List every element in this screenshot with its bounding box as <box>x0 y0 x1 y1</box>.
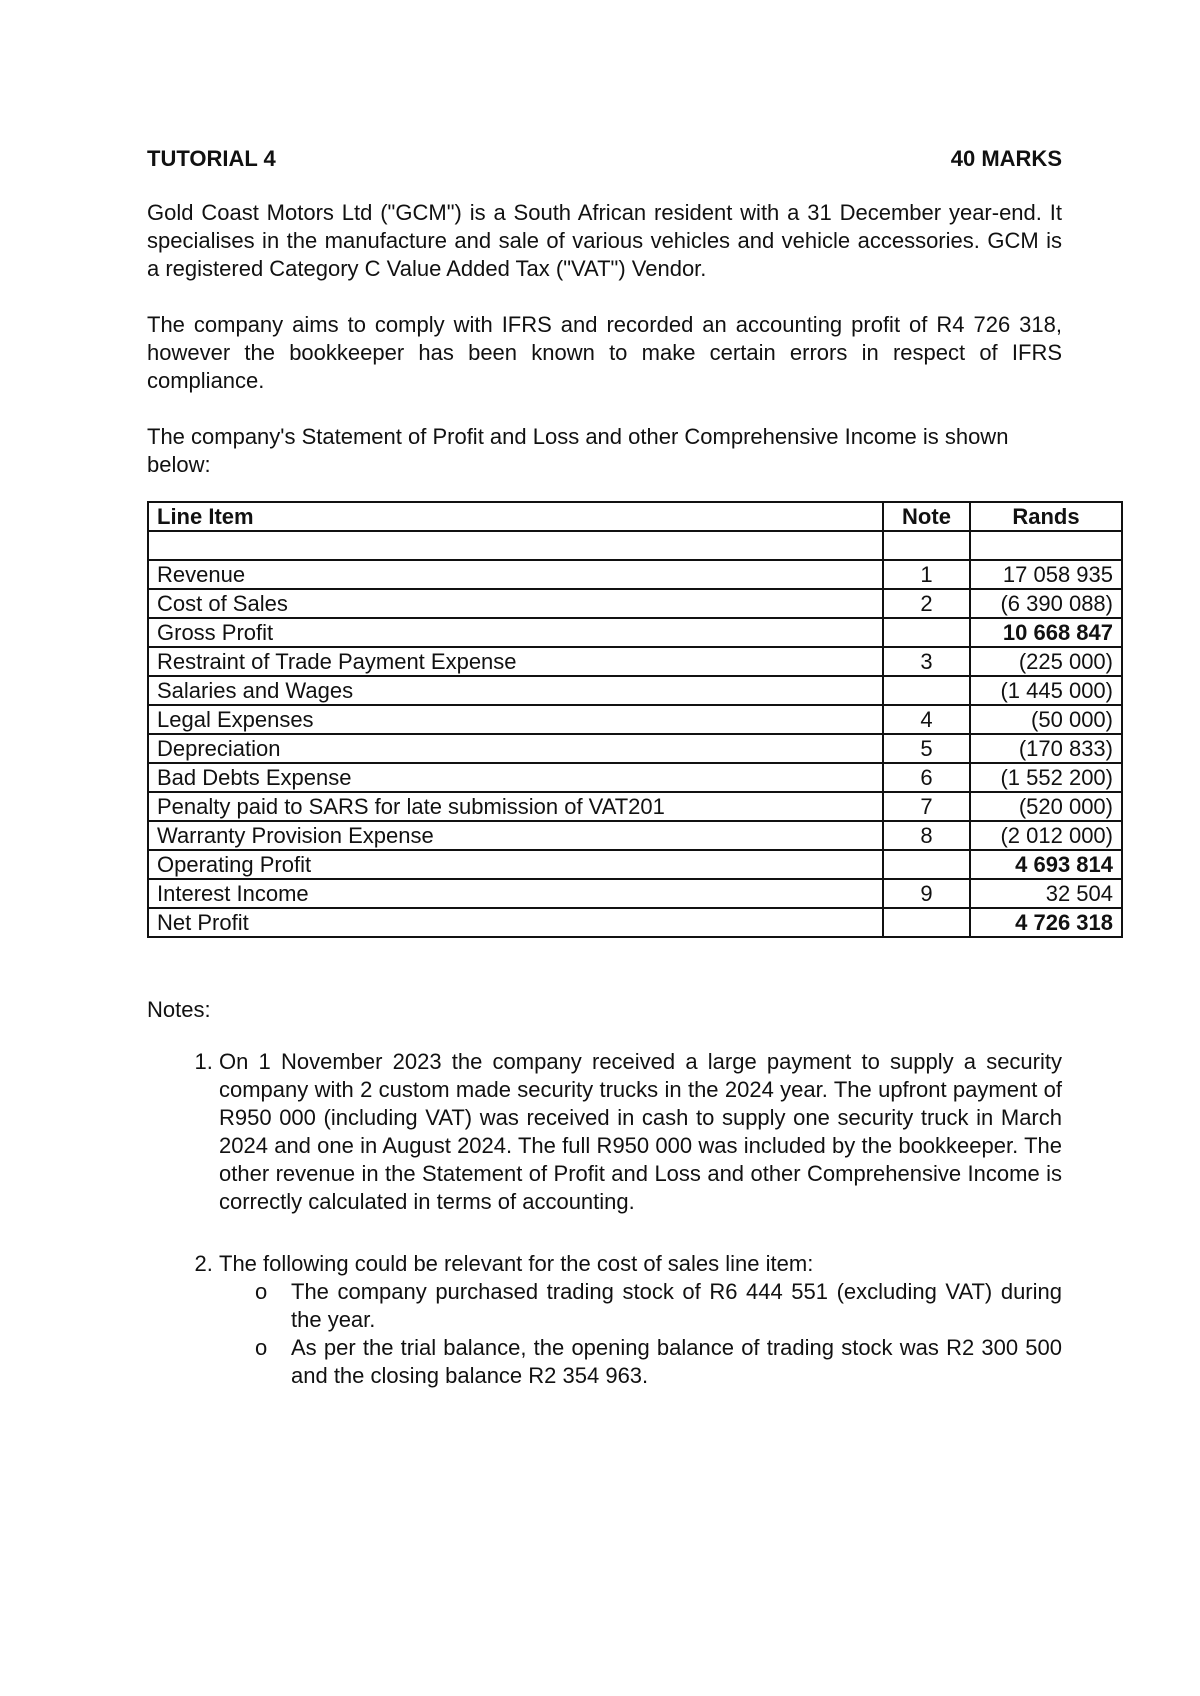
table-row <box>148 763 1122 792</box>
document-page <box>147 145 1113 1390</box>
row-item: Operating Profit <box>148 850 883 879</box>
row-item: Cost of Sales <box>148 589 883 618</box>
table-row-subtotal <box>148 850 1122 879</box>
row-item: Restraint of Trade Payment Expense <box>148 647 883 676</box>
note-sublist <box>219 1278 1062 1390</box>
table-row <box>148 560 1122 589</box>
note-text: On 1 November 2023 the company received a large payment to supply a security company with 2 custom made security trucks in the 2024 year. The upfront payment of R950 000 (including VAT) was received in cash to supply one security truck in March 2024 and one in August 2024. The full R950 000 was included by the bookkeeper. The other revenue in the Statement of Profit and Loss and other Comprehensive Income is correctly calculated in terms of accounting. <box>219 1049 1062 1214</box>
row-note <box>883 618 970 647</box>
row-note <box>883 676 970 705</box>
row-note: 7 <box>883 792 970 821</box>
row-amount: (225 000) <box>970 647 1122 676</box>
table-row <box>148 792 1122 821</box>
row-note: 2 <box>883 589 970 618</box>
tutorial-title: TUTORIAL 4 <box>147 146 276 171</box>
header-rands: Rands <box>970 502 1122 531</box>
table-row <box>148 676 1122 705</box>
sub-list-item <box>255 1278 1062 1334</box>
row-note: 6 <box>883 763 970 792</box>
row-note <box>883 850 970 879</box>
table-row <box>148 647 1122 676</box>
table-row <box>148 821 1122 850</box>
row-amount: (170 833) <box>970 734 1122 763</box>
row-item: Net Profit <box>148 908 883 937</box>
row-item: Revenue <box>148 560 883 589</box>
table-row-total <box>148 908 1122 937</box>
row-amount: 4 693 814 <box>970 850 1122 879</box>
note-item <box>219 1250 1062 1390</box>
sub-list-item <box>255 1334 1062 1390</box>
row-note: 4 <box>883 705 970 734</box>
table-header-row <box>148 502 1122 531</box>
profit-loss-table <box>147 501 1123 938</box>
table-row <box>148 734 1122 763</box>
circle-bullet-icon: o <box>255 1335 268 1360</box>
row-note: 5 <box>883 734 970 763</box>
row-note: 9 <box>883 879 970 908</box>
row-note <box>883 908 970 937</box>
table-row <box>148 589 1122 618</box>
header-note: Note <box>883 502 970 531</box>
intro-paragraph: Gold Coast Motors Ltd ("GCM") is a South African resident with a 31 December year-end. It specialises in the manufacture and sale of various vehicles and vehicle accessories. GCM is a registered Category C Value Added Tax ("VAT") Vendor. <box>147 200 1062 281</box>
row-item: Penalty paid to SARS for late submission of VAT201 <box>148 792 883 821</box>
row-item: Bad Debts Expense <box>148 763 883 792</box>
row-amount: (1 552 200) <box>970 763 1122 792</box>
row-item: Gross Profit <box>148 618 883 647</box>
sub-item-text: The company purchased trading stock of R6 444 551 (excluding VAT) during the year. <box>291 1279 1062 1332</box>
sub-item-text: As per the trial balance, the opening balance of trading stock was R2 300 500 and the closing balance R2 354 963. <box>291 1335 1062 1388</box>
row-item: Legal Expenses <box>148 705 883 734</box>
row-amount: (520 000) <box>970 792 1122 821</box>
row-amount: (50 000) <box>970 705 1122 734</box>
row-item: Warranty Provision Expense <box>148 821 883 850</box>
row-note: 1 <box>883 560 970 589</box>
row-amount: (2 012 000) <box>970 821 1122 850</box>
row-item: Salaries and Wages <box>148 676 883 705</box>
empty-cell <box>970 531 1122 560</box>
table-row <box>148 705 1122 734</box>
table-row <box>148 879 1122 908</box>
table-row-empty <box>148 531 1122 560</box>
row-amount: 32 504 <box>970 879 1122 908</box>
notes-heading: Notes: <box>147 997 211 1022</box>
row-amount: 10 668 847 <box>970 618 1122 647</box>
circle-bullet-icon: o <box>255 1279 268 1304</box>
note-text: The following could be relevant for the cost of sales line item: <box>219 1251 814 1276</box>
empty-cell <box>883 531 970 560</box>
header-line-item: Line Item <box>148 502 883 531</box>
row-amount: (1 445 000) <box>970 676 1122 705</box>
notes-list <box>147 1048 1062 1390</box>
statement-paragraph: The company's Statement of Profit and Loss and other Comprehensive Income is shown below: <box>147 424 1009 477</box>
row-note: 3 <box>883 647 970 676</box>
table-row-subtotal <box>148 618 1122 647</box>
empty-cell <box>148 531 883 560</box>
note-item <box>219 1048 1062 1216</box>
profit-paragraph: The company aims to comply with IFRS and recorded an accounting profit of R4 726 318, however the bookkeeper has been known to make certain errors in respect of IFRS compliance. <box>147 312 1062 393</box>
document-header <box>147 145 1062 173</box>
marks-label: 40 MARKS <box>950 146 1062 171</box>
row-amount: 4 726 318 <box>970 908 1122 937</box>
row-note: 8 <box>883 821 970 850</box>
row-item: Interest Income <box>148 879 883 908</box>
row-amount: (6 390 088) <box>970 589 1122 618</box>
row-amount: 17 058 935 <box>970 560 1122 589</box>
row-item: Depreciation <box>148 734 883 763</box>
